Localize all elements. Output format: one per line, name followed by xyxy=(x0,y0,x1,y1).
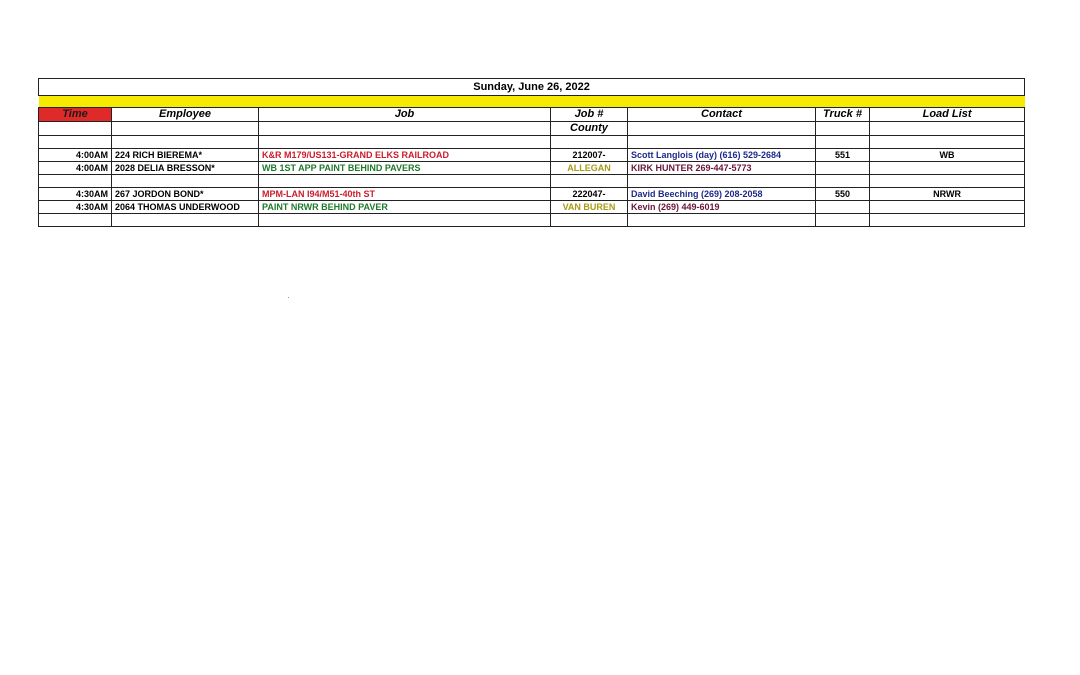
row-county: VAN BUREN xyxy=(551,201,628,214)
row-time: 4:00AM xyxy=(39,149,112,162)
spacer-row xyxy=(39,175,1025,188)
row-job: PAINT NRWR BEHIND PAVER xyxy=(259,201,551,214)
row-time: 4:00AM xyxy=(39,162,112,175)
row-time: 4:30AM xyxy=(39,201,112,214)
header-county: County xyxy=(551,122,628,136)
row-job-number: 222047- xyxy=(551,188,628,201)
row-truck: 550 xyxy=(816,188,870,201)
header-truck: Truck # xyxy=(816,108,870,122)
subheader-empty xyxy=(628,122,816,136)
table-row xyxy=(39,149,1025,162)
spacer-row xyxy=(39,136,1025,149)
row-time: 4:30AM xyxy=(39,188,112,201)
header-employee: Employee xyxy=(112,108,259,122)
row-job-number: 212007- xyxy=(551,149,628,162)
subheader-empty xyxy=(816,122,870,136)
header-row xyxy=(39,108,1025,122)
row-job: MPM-LAN I94/M51-40th ST xyxy=(259,188,551,201)
row-employee: 2028 DELIA BRESSON* xyxy=(112,162,259,175)
row-county: ALLEGAN xyxy=(551,162,628,175)
header-contact: Contact xyxy=(628,108,816,122)
row-employee: 267 JORDON BOND* xyxy=(112,188,259,201)
subheader-row xyxy=(39,122,1025,136)
row-truck xyxy=(816,201,870,214)
row-contact: KIRK HUNTER 269-447-5773 xyxy=(628,162,816,175)
schedule-table xyxy=(38,78,1025,227)
header-job: Job xyxy=(259,108,551,122)
row-employee: 224 RICH BIEREMA* xyxy=(112,149,259,162)
subheader-empty xyxy=(39,122,112,136)
subheader-empty xyxy=(870,122,1025,136)
spacer-row xyxy=(39,214,1025,227)
header-time: Time xyxy=(39,108,112,122)
row-job: K&R M179/US131-GRAND ELKS RAILROAD xyxy=(259,149,551,162)
schedule-date-title: Sunday, June 26, 2022 xyxy=(39,79,1025,96)
row-contact: David Beeching (269) 208-2058 xyxy=(628,188,816,201)
schedule-sheet xyxy=(38,78,1024,227)
header-job-number: Job # xyxy=(551,108,628,122)
yellow-band xyxy=(39,96,1025,108)
row-load-list: NRWR xyxy=(870,188,1025,201)
subheader-empty xyxy=(112,122,259,136)
row-contact: Scott Langlois (day) (616) 529-2684 xyxy=(628,149,816,162)
row-load-list: WB xyxy=(870,149,1025,162)
row-contact: Kevin (269) 449-6019 xyxy=(628,201,816,214)
row-load-list xyxy=(870,201,1025,214)
row-employee: 2064 THOMAS UNDERWOOD xyxy=(112,201,259,214)
row-truck: 551 xyxy=(816,149,870,162)
subheader-empty xyxy=(259,122,551,136)
row-truck xyxy=(816,162,870,175)
scan-speck xyxy=(288,297,289,298)
header-load-list: Load List xyxy=(870,108,1025,122)
table-row xyxy=(39,162,1025,175)
yellow-band-row xyxy=(39,96,1025,108)
table-row xyxy=(39,201,1025,214)
row-job: WB 1ST APP PAINT BEHIND PAVERS xyxy=(259,162,551,175)
title-row xyxy=(39,79,1025,96)
table-row xyxy=(39,188,1025,201)
row-load-list xyxy=(870,162,1025,175)
